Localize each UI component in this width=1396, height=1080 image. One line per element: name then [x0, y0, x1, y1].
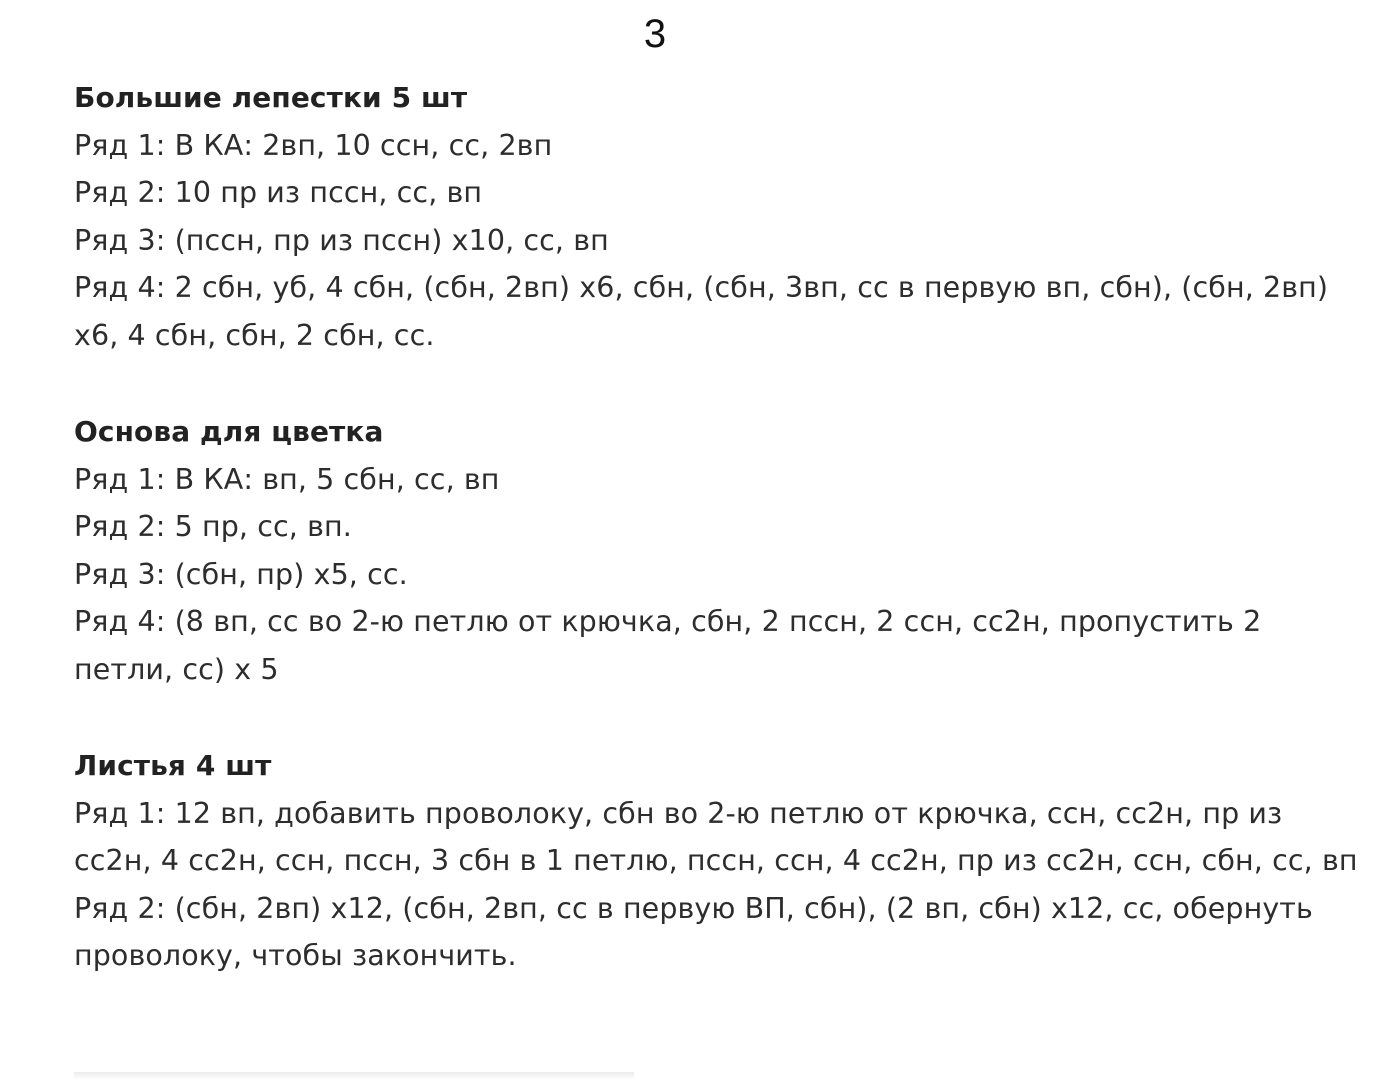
- pattern-row: Ряд 1: 12 вп, добавить проволоку, сбн во 2-ю петлю от крючка, ссн, сс2н, пр из сс2н, 4 сс2н, ссн, пссн, 3 сбн в 1 петлю, пссн, ссн, 4 сс2н, пр из сс2н, ссн, сбн, сс, вп: [74, 796, 1358, 877]
- section-heading: Большие лепестки 5 шт: [74, 81, 468, 114]
- pattern-row: Ряд 3: (сбн, пр) х5, сс.: [74, 557, 408, 591]
- section-heading: Листья 4 шт: [74, 749, 272, 782]
- pattern-row: Ряд 4: 2 сбн, уб, 4 сбн, (сбн, 2вп) х6, сбн, (сбн, 3вп, сс в первую вп, сбн), (сбн, 2вп) х6, 4 сбн, сбн, 2 сбн, сс.: [74, 271, 1329, 352]
- pattern-document: [74, 74, 1364, 980]
- pattern-row: Ряд 4: (8 вп, сс во 2-ю петлю от крючка, сбн, 2 пссн, 2 ссн, сс2н, пропустить 2 петли, сс) х 5: [74, 605, 1262, 686]
- pattern-row: Ряд 3: (пссн, пр из пссн) х10, сс, вп: [74, 223, 609, 257]
- pattern-row: Ряд 1: В КА: 2вп, 10 ссн, сс, 2вп: [74, 128, 553, 162]
- cut-off-line-fragment: [74, 1072, 634, 1080]
- section-leaves: [74, 742, 1364, 980]
- section-heading: Основа для цветка: [74, 415, 384, 448]
- section-flower-base: [74, 408, 1364, 693]
- page-number: 3: [643, 12, 667, 56]
- pattern-row: Ряд 2: 5 пр, сс, вп.: [74, 510, 352, 543]
- section-large-petals: [74, 74, 1364, 359]
- pattern-row: Ряд 2: 10 пр из пссн, сс, вп: [74, 176, 483, 209]
- pattern-row: Ряд 2: (сбн, 2вп) х12, (сбн, 2вп, сс в первую ВП, сбн), (2 вп, сбн) х12, сс, обернуть проволоку, чтобы закончить.: [74, 891, 1313, 972]
- pattern-row: Ряд 1: В КА: вп, 5 сбн, сс, вп: [74, 462, 500, 496]
